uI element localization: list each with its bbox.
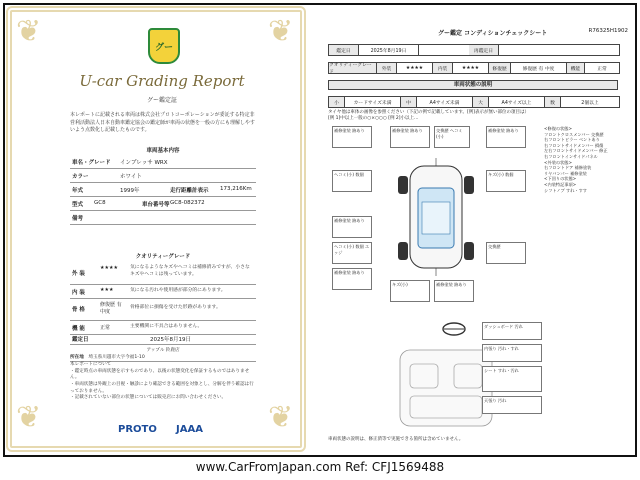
- address-row: 所在地 埼玉県川越市大字今福1-10: [70, 355, 256, 363]
- legend-note: [例 1]中以上一般の○×○○○ [例 2]小以上...: [328, 116, 419, 121]
- size-legend-row: 小 カードサイズ未満 中 A4サイズ未満 大 A4サイズ以上 数 2個以上: [328, 96, 620, 108]
- interior-box: シート すれ・汚れ: [482, 366, 542, 392]
- condition-list: <修復の状態> フロントクロスメンバー 交換歴 右フロントピラー ベントあり 右フロントサイドメンバー 損傷 左右フロントサイドメンバー 修正 右フロントインサイドパネル <外装の状態> 右フロントドア 補修塗装 リヤバンパー 補修塗装 <下回りの状態> <内装特記事項> シフトノブ すれ・すす: [544, 126, 608, 193]
- quality-row-frame: 骨 格 修復歴 有 中度 骨格部位に損傷を受けた形跡があります。: [70, 298, 256, 321]
- swirl-ornament-icon: ❦: [16, 400, 42, 435]
- damage-box: 交換歴 ヘコミ(小): [434, 126, 470, 148]
- goo-logo-icon: グー: [148, 28, 180, 64]
- steering-wheel-icon: [442, 322, 466, 336]
- report-subtitle: グー鑑定証: [146, 97, 177, 104]
- intro-text: 本レポートに記載される車両は株式会社プロトコーポレーションが委託する特定非営利活動法人日本自動車鑑定協会の鑑定師が車両の状態を一般の方にも理解しやすいよう点数化し記載したものです。: [70, 112, 256, 133]
- swirl-ornament-icon: ❦: [16, 14, 42, 49]
- sheet-footer-note: 車両状態の説明は、修正済等で実施できる箇所は含めていません。: [328, 437, 464, 442]
- damage-box: 補修塗装 跡あり: [390, 126, 430, 148]
- damage-box: キズ(小) 数個: [486, 170, 526, 192]
- quality-row-exterior: 外 装 ★★★★ 気になるようなキズやヘコミは補修済みですが、小さなキズやヘコミは残っています。: [70, 262, 256, 285]
- damage-box: 交換歴: [486, 242, 526, 264]
- report-title: U-car Grading Report: [79, 72, 245, 90]
- jaaa-logo: JAAA: [176, 424, 203, 435]
- damage-box: 補修塗装 跡あり: [486, 126, 526, 148]
- damage-box: 補修塗装 跡あり: [332, 268, 372, 290]
- interior-box: 天張り 汚れ: [482, 396, 542, 414]
- appraiser-shop: アップル 鈴鹿店: [146, 348, 180, 353]
- car-top-view-diagram: [396, 158, 476, 276]
- vehicle-row: 備考: [70, 212, 256, 225]
- damage-box: ヘコミ(小) 数個 エッジ: [332, 242, 372, 264]
- swirl-ornament-icon: ❦: [268, 400, 294, 435]
- note-item: ・記載されていない部位の状態については販売店にお問い合わせください。: [70, 395, 227, 401]
- vehicle-state-section: 車両状態の説明: [328, 80, 618, 90]
- sheet-title: グー鑑定 コンディションチェックシート: [438, 30, 548, 37]
- damage-box: ヘコミ(小) 数個: [332, 170, 372, 192]
- sheet-number: R76325H1902: [588, 28, 628, 34]
- interior-box: 内張り 汚れ・すれ: [482, 344, 542, 362]
- legend-note: タイヤ他は車体の画像を参照ください（下記の例で記載しています。[例]表示が無い部位の項目は）: [328, 110, 530, 115]
- damage-box: 補修塗装 跡あり: [332, 126, 372, 148]
- watermark-text: www.CarFromJapan.com Ref: CFJ1569488: [195, 460, 445, 474]
- condition-check-sheet: [318, 28, 628, 448]
- swirl-ornament-icon: ❦: [268, 14, 294, 49]
- note-item: ・車両状態は外観上の目視・触診により確認できる範囲を対象とし、分解を伴う確認は行っておりません。: [70, 381, 254, 394]
- vehicle-row: 年式 1999年 走行距離計表示 173,216Km: [70, 184, 256, 197]
- vehicle-row: カラー ホワイト: [70, 170, 256, 183]
- notes-title: 本レポートについて: [70, 362, 112, 368]
- date-row: 鑑定日 2025年8月19日 再鑑定日: [328, 44, 620, 56]
- car-interior-diagram: [396, 346, 496, 430]
- proto-logo: PROTO: [118, 424, 157, 435]
- vehicle-row: 型式 GC8 車台番号等 GC8-082372: [70, 198, 256, 211]
- quality-section-title: クオリティーグレード: [135, 254, 191, 260]
- damage-box: キズ(小): [390, 280, 430, 302]
- vehicle-row: 車名・グレード インプレッサ WRX: [70, 156, 256, 169]
- quality-row-function: 機 能 正常 主要機関に不具合はありません。: [70, 320, 256, 335]
- damage-box: 補修塗装 跡あり: [434, 280, 474, 302]
- notes-block: [70, 348, 256, 402]
- damage-box: 補修塗装 跡あり: [332, 216, 372, 238]
- note-item: ・鑑定時点の車両状態を示すものであり、以後の状態変化を保証するものではありません。: [70, 368, 250, 381]
- vehicle-section-title: 車両基本内容: [146, 148, 180, 154]
- quality-row-interior: 内 装 ★★★ 気になる汚れや使用感が部分的にあります。: [70, 284, 256, 299]
- appraisal-date-row: 鑑定日 2025年8月19日: [70, 334, 256, 345]
- interior-box: ダッシュボード 汚れ: [482, 322, 542, 340]
- quality-grade-row: クオリティーグレード 外装 ★★★★ 内装 ★★★★ 修復歴 修復歴 有 中度 機能 正常: [328, 62, 620, 74]
